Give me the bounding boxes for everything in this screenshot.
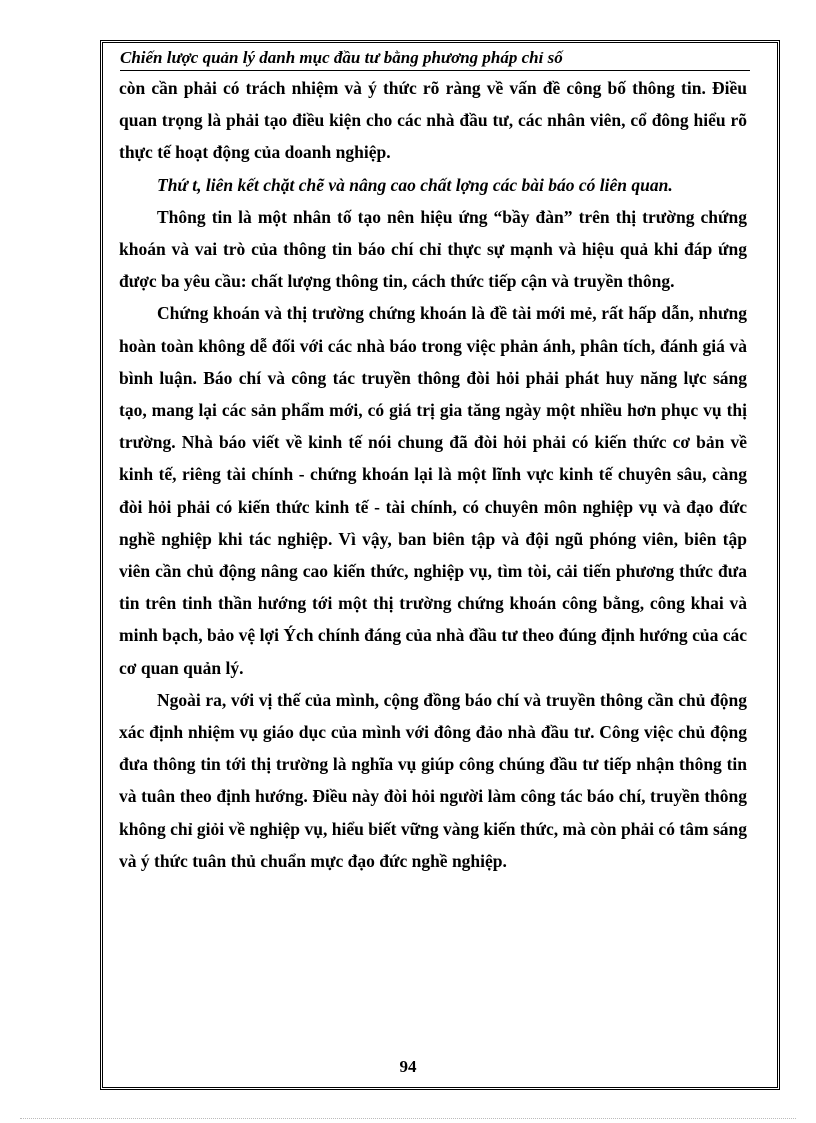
paragraph-continued: còn cần phải có trách nhiệm và ý thức rõ ràng về vấn đề công bố thông tin. Điều quan trọng là phải tạo điều kiện cho các nhà đầu tư, các nhân viên, cổ đông hiểu rõ thực tế hoạt động của doanh nghiệp. bbox=[119, 78, 747, 163]
section-heading: Thứ t, liên kết chặt chẽ và nâng cao chất lợng các bài báo có liên quan. bbox=[157, 174, 673, 195]
paragraph: Chứng khoán và thị trường chứng khoán là đề tài mới mẻ, rất hấp dẫn, nhưng hoàn toàn không dễ đối với các nhà báo trong việc phản ánh, phân tích, đánh giá và bình luận. Báo chí và công tác truyền thông đòi hỏi phải phát huy năng lực sáng tạo, mang lại các sản phẩm mới, có giá trị gia tăng ngày một nhiều hơn phục vụ thị trường. Nhà báo viết về kinh tế nói chung đã đòi hỏi phải có kiến thức cơ bản về kinh tế, riêng tài chính - chứng khoán lại là một lĩnh vực kinh tế chuyên sâu, càng đòi hỏi phải có kiến thức kinh tế - tài chính, có chuyên môn nghiệp vụ và đạo đức nghề nghiệp khi tác nghiệp. Vì vậy, ban biên tập và đội ngũ phóng viên, biên tập viên cần chủ động nâng cao kiến thức, nghiệp vụ, tìm tòi, cải tiến phương thức đưa tin trên tinh thần hướng tới một thị trường chứng khoán công bằng, công khai và minh bạch, bảo vệ lợi Ých chính đáng của nhà đầu tư theo đúng định hướng của các cơ quan quản lý. bbox=[119, 303, 747, 678]
running-header: Chiến lược quản lý danh mục đầu tư bằng phương pháp chỉ số bbox=[120, 48, 750, 71]
page-break-divider bbox=[20, 1118, 796, 1119]
page-number: 94 bbox=[399, 1057, 417, 1076]
paragraph: Thông tin là một nhân tố tạo nên hiệu ứng “bầy đàn” trên thị trường chứng khoán và vai trò của thông tin báo chí chỉ thực sự mạnh và hiệu quả khi đáp ứng được ba yêu cầu: chất lượng thông tin, cách thức tiếp cận và truyền thông. bbox=[119, 206, 747, 292]
paragraph: Ngoài ra, với vị thế của mình, cộng đồng báo chí và truyền thông cần chủ động xác định nhiệm vụ giáo dục của mình với đông đảo nhà đầu tư. Công việc chủ động đưa thông tin tới thị trường là nghĩa vụ giúp công chúng đầu tư tiếp nhận thông tin và tuân theo định hướng. Điều này đòi hỏi người làm công tác báo chí, truyền thông không chỉ giỏi về nghiệp vụ, hiểu biết vững vàng kiến thức, mà còn phải có tâm sáng và ý thức tuân thủ chuẩn mực đạo đức nghề nghiệp. bbox=[119, 689, 747, 871]
document-body bbox=[119, 72, 747, 877]
